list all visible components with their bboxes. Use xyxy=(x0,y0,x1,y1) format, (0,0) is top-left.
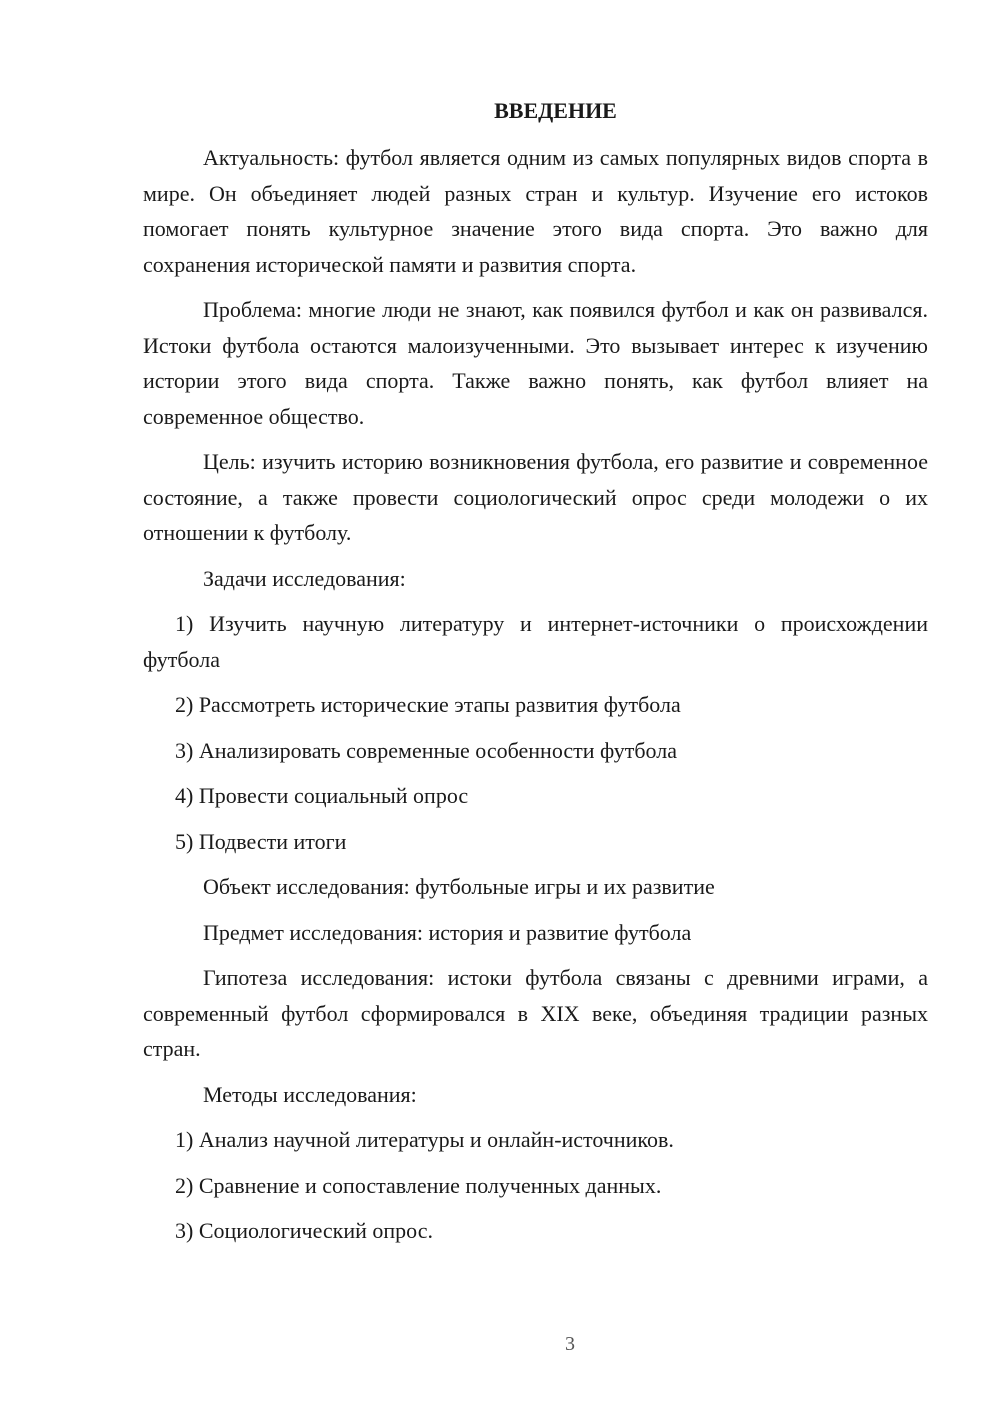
method-item-3: 3) Социологический опрос. xyxy=(175,1218,433,1243)
method-item-1: 1) Анализ научной литературы и онлайн-источников. xyxy=(175,1127,674,1152)
task-item-2: 2) Рассмотреть исторические этапы развития футбола xyxy=(175,692,681,717)
tasks-heading: Задачи исследования: xyxy=(203,565,406,591)
task-item-5: 5) Подвести итоги xyxy=(175,828,347,854)
task-item-1: 1) Изучить научную литературу и интернет-источники о происхождении футбола xyxy=(143,611,928,672)
method-item-2: 2) Сравнение и сопоставление полученных данных. xyxy=(175,1172,662,1198)
relevance-paragraph: Актуальность: футбол является одним из самых популярных видов спорта в мире. Он объединяет людей разных стран и культур. Изучение его истоков помогает понять культурное значение этого вида спорта. Это важно для сохранения исторической памяти и развития спорта. xyxy=(143,145,928,277)
page-content xyxy=(143,96,928,1259)
task-item-4: 4) Провести социальный опрос xyxy=(175,783,469,808)
problem-paragraph: Проблема: многие люди не знают, как появился футбол и как он развивался. Истоки футбола остаются малоизученными. Это вызывает интерес к изучению истории этого вида спорта. Также важно понять, как футбол влияет на современное общество. xyxy=(143,297,928,429)
goal-paragraph: Цель: изучить историю возникновения футбола, его развитие и современное состояние, а также провести социологический опрос среди молодежи о их отношении к футболу. xyxy=(143,449,928,545)
hypothesis-paragraph: Гипотеза исследования: истоки футбола связаны с древними играми, а современный футбол сформировался в XIX веке, объединяя традиции разных стран. xyxy=(143,965,928,1061)
page-number: 3 xyxy=(565,1333,575,1355)
page-title: ВВЕДЕНИЕ xyxy=(494,98,617,123)
object-paragraph: Объект исследования: футбольные игры и их развитие xyxy=(203,874,715,899)
subject-paragraph: Предмет исследования: история и развитие футбола xyxy=(203,919,692,945)
methods-heading: Методы исследования: xyxy=(203,1081,417,1107)
task-item-3: 3) Анализировать современные особенности футбола xyxy=(175,737,677,763)
